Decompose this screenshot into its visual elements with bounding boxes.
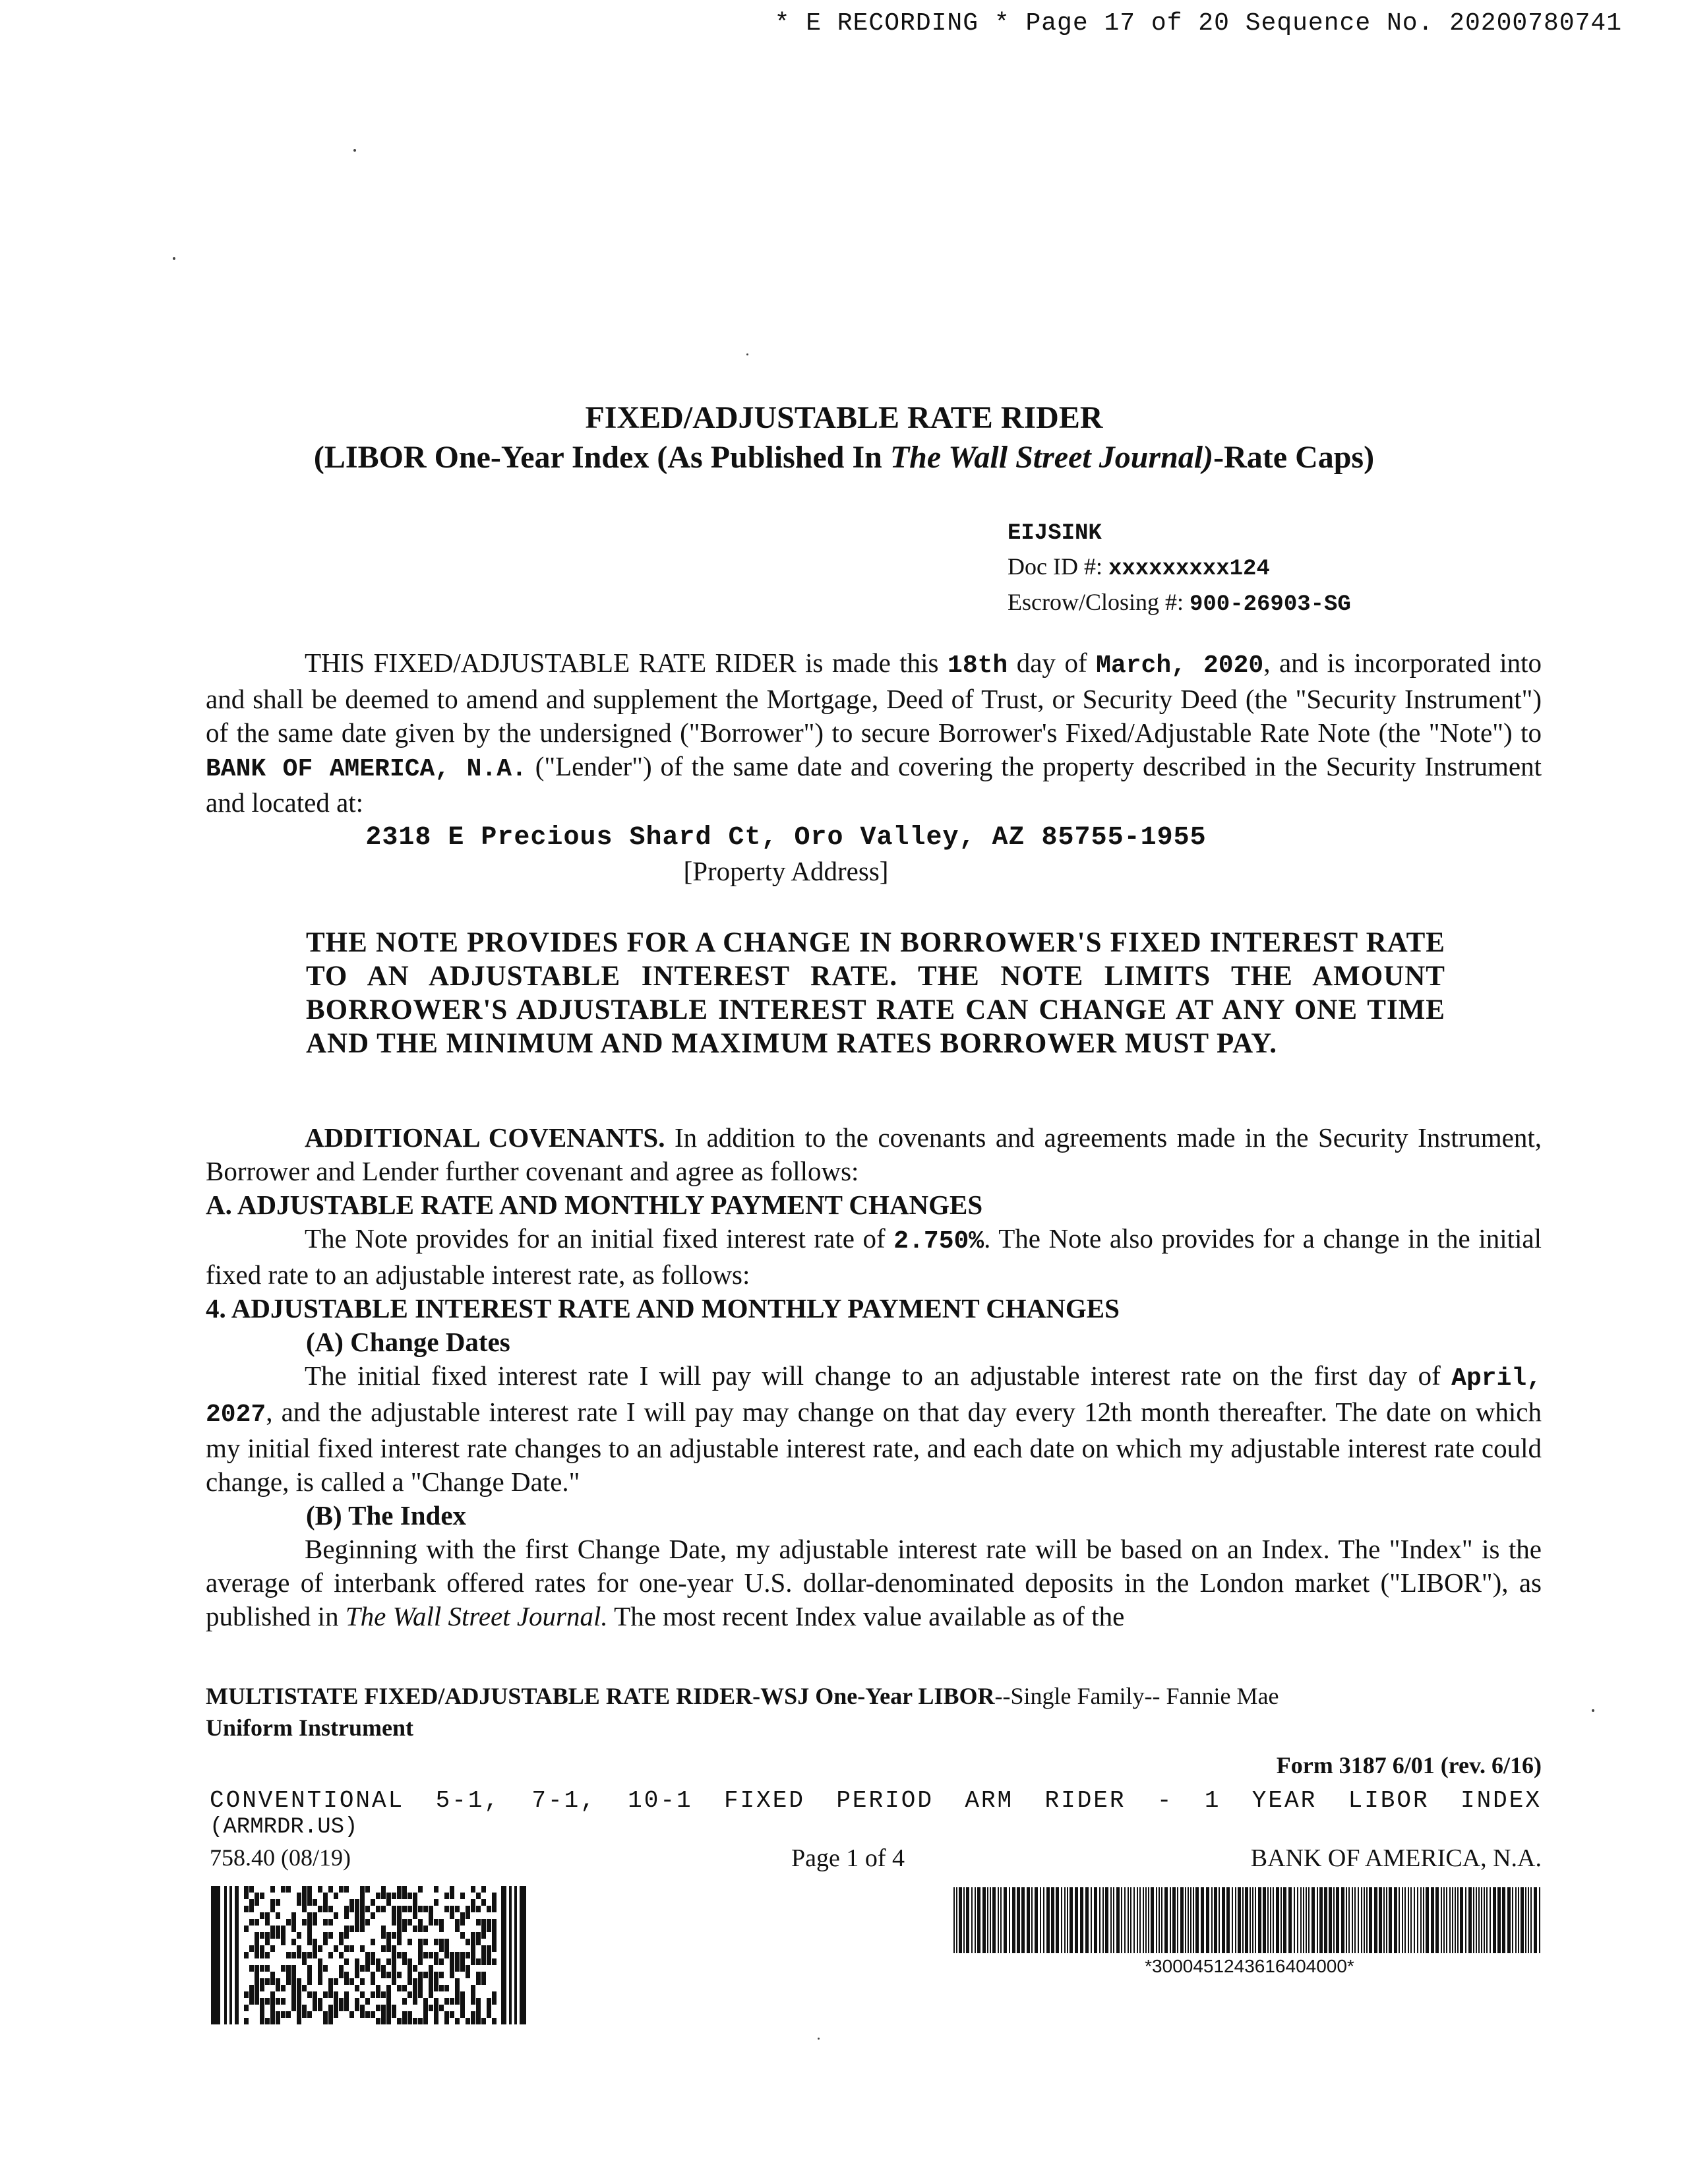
product-description: CONVENTIONAL 5-1, 7-1, 10-1 FIXED PERIOD ARM RIDER - 1 YEAR LIBOR INDEX [210,1787,1542,1814]
rate-change-notice: THE NOTE PROVIDES FOR A CHANGE IN BORROWER'S FIXED INTEREST RATE TO AN ADJUSTABLE INTEREST RATE. THE NOTE LIMITS THE AMOUNT BORROWER'S ADJUSTABLE INTEREST RATE CAN CHANGE AT ANY ONE TIME AND THE MINIMUM AND MAXIMUM RATES BORROWER MUST PAY. [306,927,1445,1059]
section-a-text [206,1222,1542,1292]
subtitle-suffix: -Rate Caps) [1213,440,1375,475]
pdf417-barcode-icon [211,1886,526,2024]
change-dates-text-1: The initial fixed interest rate I will pay will change to an adjustable interest rate on the first day of [305,1360,1452,1391]
recording-header: * E RECORDING * Page 17 of 20 Sequence No. 20200780741 [774,9,1622,38]
page-number: Page 1 of 4 [791,1844,905,1872]
linear-barcode-icon [953,1887,1546,1953]
form-title-line-2: Uniform Instrument [206,1714,413,1741]
barcode-number: *3000451243616404000* [1145,1956,1354,1976]
initial-rate: 2.750% [893,1227,984,1256]
index-text [206,1532,1542,1633]
document-identifiers [1008,517,1351,621]
form-code: 758.40 (08/19) [210,1844,351,1871]
index-heading: (B) The Index [306,1500,467,1531]
lender-name: BANK OF AMERICA, N.A. [206,755,527,783]
section-a-heading: A. ADJUSTABLE RATE AND MONTHLY PAYMENT CHANGES [206,1190,983,1220]
additional-covenants-heading: ADDITIONAL COVENANTS. [305,1122,665,1153]
doc-id-value: xxxxxxxxx124 [1108,557,1270,582]
covenants-section [206,1121,1542,1633]
title-block [0,398,1688,477]
change-dates-heading: (A) Change Dates [306,1327,510,1357]
section-a-text-2: . The Note also provides for a change in the initial fixed rate to an adjustable interest rate, as follows: [206,1223,1542,1290]
rider-day: 18th [948,652,1008,680]
subtitle-italic: The Wall Street Journal) [889,440,1214,475]
intro-text-2: day of [1008,648,1097,678]
change-dates-text [206,1359,1542,1499]
subtitle-prefix: (LIBOR One-Year Index (As Published In [313,440,890,475]
section-a-text-1: The Note provides for an initial fixed interest rate of [305,1223,894,1254]
additional-covenants-text: In addition to the covenants and agreements made in the Security Instrument, Borrower and Lender further covenant and agree as follows: [206,1122,1542,1186]
form-title [206,1680,1542,1744]
rider-date: March, 2020 [1096,652,1264,680]
form-title-line-1 [206,1680,1542,1712]
scan-speck [746,353,748,355]
property-address: 2318 E Precious Shard Ct, Oro Valley, AZ 85755-1955 [365,823,1207,853]
intro-text-4: ("Lender") of the same date and covering the property described in the Security Instrument and located at: [206,751,1542,818]
scan-speck [173,257,175,260]
escrow-value: 900-26903-SG [1190,592,1351,617]
property-address-block [206,822,1366,888]
additional-covenants [206,1121,1542,1188]
intro-text-3: , and is incorporated into and shall be deemed to amend and supplement the Mortgage, Deed of Trust, or Security Deed (the "Security Instrument") of the same date given by the undersigned ("Borrower") to secure Borrower's Fixed/Adjustable Rate Note (the "Note") to [206,648,1542,748]
section-4-heading: 4. ADJUSTABLE INTEREST RATE AND MONTHLY PAYMENT CHANGES [206,1293,1120,1323]
rider-subtitle [0,438,1688,477]
borrower-name: EIJSINK [1008,521,1102,546]
form-number: Form 3187 6/01 (rev. 6/16) [1276,1752,1542,1778]
index-text-1: Beginning with the first Change Date, my adjustable interest rate will be based on an Index. The "Index" is the average of interbank offered rates for one-year U.S. dollar-denominated deposits in the London market ("LIBOR"), as published in [206,1534,1542,1631]
footer-lender: BANK OF AMERICA, N.A. [1250,1844,1542,1872]
doc-id-line [1008,550,1351,586]
escrow-label: Escrow/Closing #: [1008,589,1190,615]
form-title-bold: MULTISTATE FIXED/ADJUSTABLE RATE RIDER-WSJ One-Year LIBOR [206,1683,995,1709]
form-title-regular: --Single Family-- Fannie Mae [994,1683,1279,1709]
product-code: (ARMRDR.US) [210,1815,358,1840]
index-text-2: The most recent Index value available as of the [607,1601,1125,1631]
intro-paragraph [206,646,1542,820]
scan-speck [1592,1709,1594,1712]
first-change-date: April, 2027 [206,1364,1542,1429]
escrow-line [1008,586,1351,621]
scan-speck [818,2038,820,2040]
change-dates-text-2: , and the adjustable interest rate I will pay may change on that day every 12th month thereafter. The date on which my initial fixed interest rate changes to an adjustable interest rate, and each date on which my adjustable interest rate could change, is called a "Change Date." [206,1397,1542,1497]
doc-id-label: Doc ID #: [1008,553,1108,580]
intro-text-1: THIS FIXED/ADJUSTABLE RATE RIDER is made this [305,648,948,678]
index-publication: The Wall Street Journal. [345,1601,608,1631]
property-address-label: [Property Address] [683,856,889,886]
rider-title: FIXED/ADJUSTABLE RATE RIDER [585,400,1103,435]
scan-speck [353,149,356,152]
